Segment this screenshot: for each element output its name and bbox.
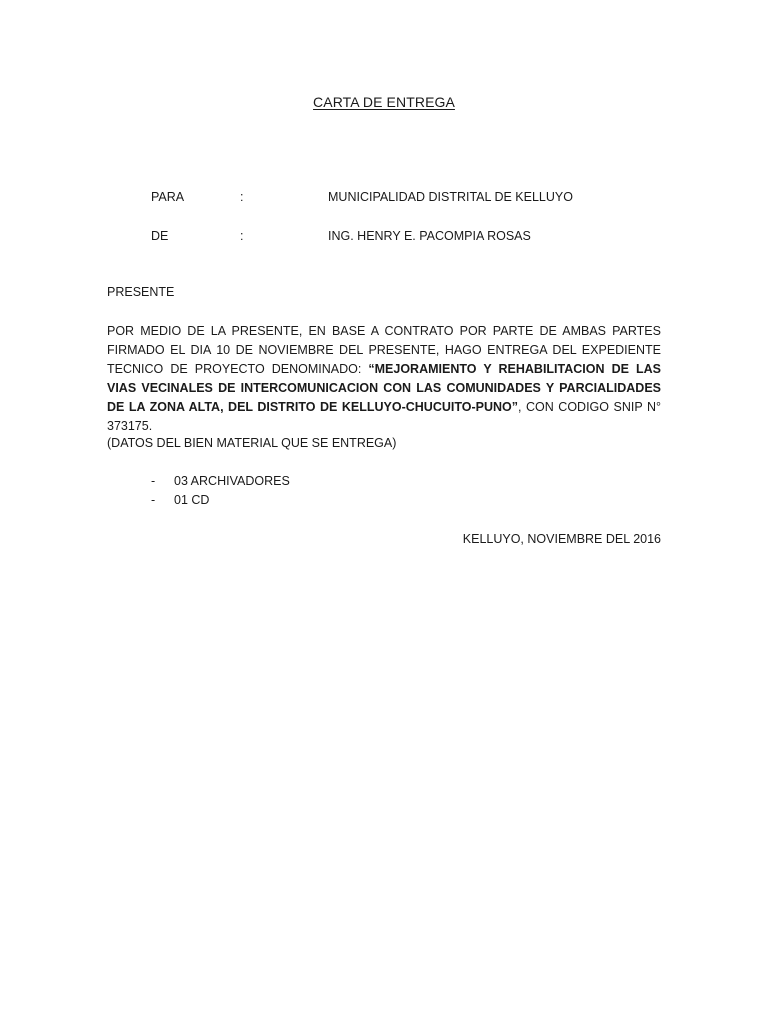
list-item-text: 01 CD bbox=[174, 493, 210, 507]
project-name: “MEJORAMIENTO Y REHABILITACION DE LAS VIAS VECINALES DE INTERCOMUNICACION CON LAS COMUNIDADES Y PARCIALIDADES DE LA ZONA ALTA, DEL DISTRITO DE KELLUYO-CHUCUITO-PUNO” bbox=[107, 362, 661, 414]
items-heading: (DATOS DEL BIEN MATERIAL QUE SE ENTREGA) bbox=[107, 436, 397, 450]
body-intro: POR MEDIO DE LA PRESENTE, EN BASE A CONTRATO POR PARTE DE AMBAS PARTES FIRMADO EL DIA 10 DE NOVIEMBRE DEL PRESENTE, HAGO ENTREGA DEL EXPEDIENTE TECNICO DE PROYECTO DENOMINADO: bbox=[107, 324, 661, 376]
body-paragraph bbox=[107, 322, 661, 436]
body-outro: , CON CODIGO SNIP N° 373175. bbox=[107, 400, 662, 433]
list-bullet: - bbox=[151, 493, 156, 507]
sender-row bbox=[151, 229, 671, 247]
sender-label: DE bbox=[151, 229, 169, 243]
sender-value: ING. HENRY E. PACOMPIA ROSAS bbox=[328, 229, 531, 243]
document-title: CARTA DE ENTREGA bbox=[313, 94, 455, 110]
recipient-value: MUNICIPALIDAD DISTRITAL DE KELLUYO bbox=[328, 190, 573, 204]
sender-colon: : bbox=[240, 229, 244, 243]
recipient-label: PARA bbox=[151, 190, 185, 204]
place-date: KELLUYO, NOVIEMBRE DEL 2016 bbox=[462, 532, 661, 546]
list-item-text: 03 ARCHIVADORES bbox=[174, 474, 290, 488]
recipient-row bbox=[151, 190, 671, 208]
greeting: PRESENTE bbox=[107, 285, 175, 299]
recipient-colon: : bbox=[240, 190, 244, 204]
list-bullet: - bbox=[151, 474, 156, 488]
